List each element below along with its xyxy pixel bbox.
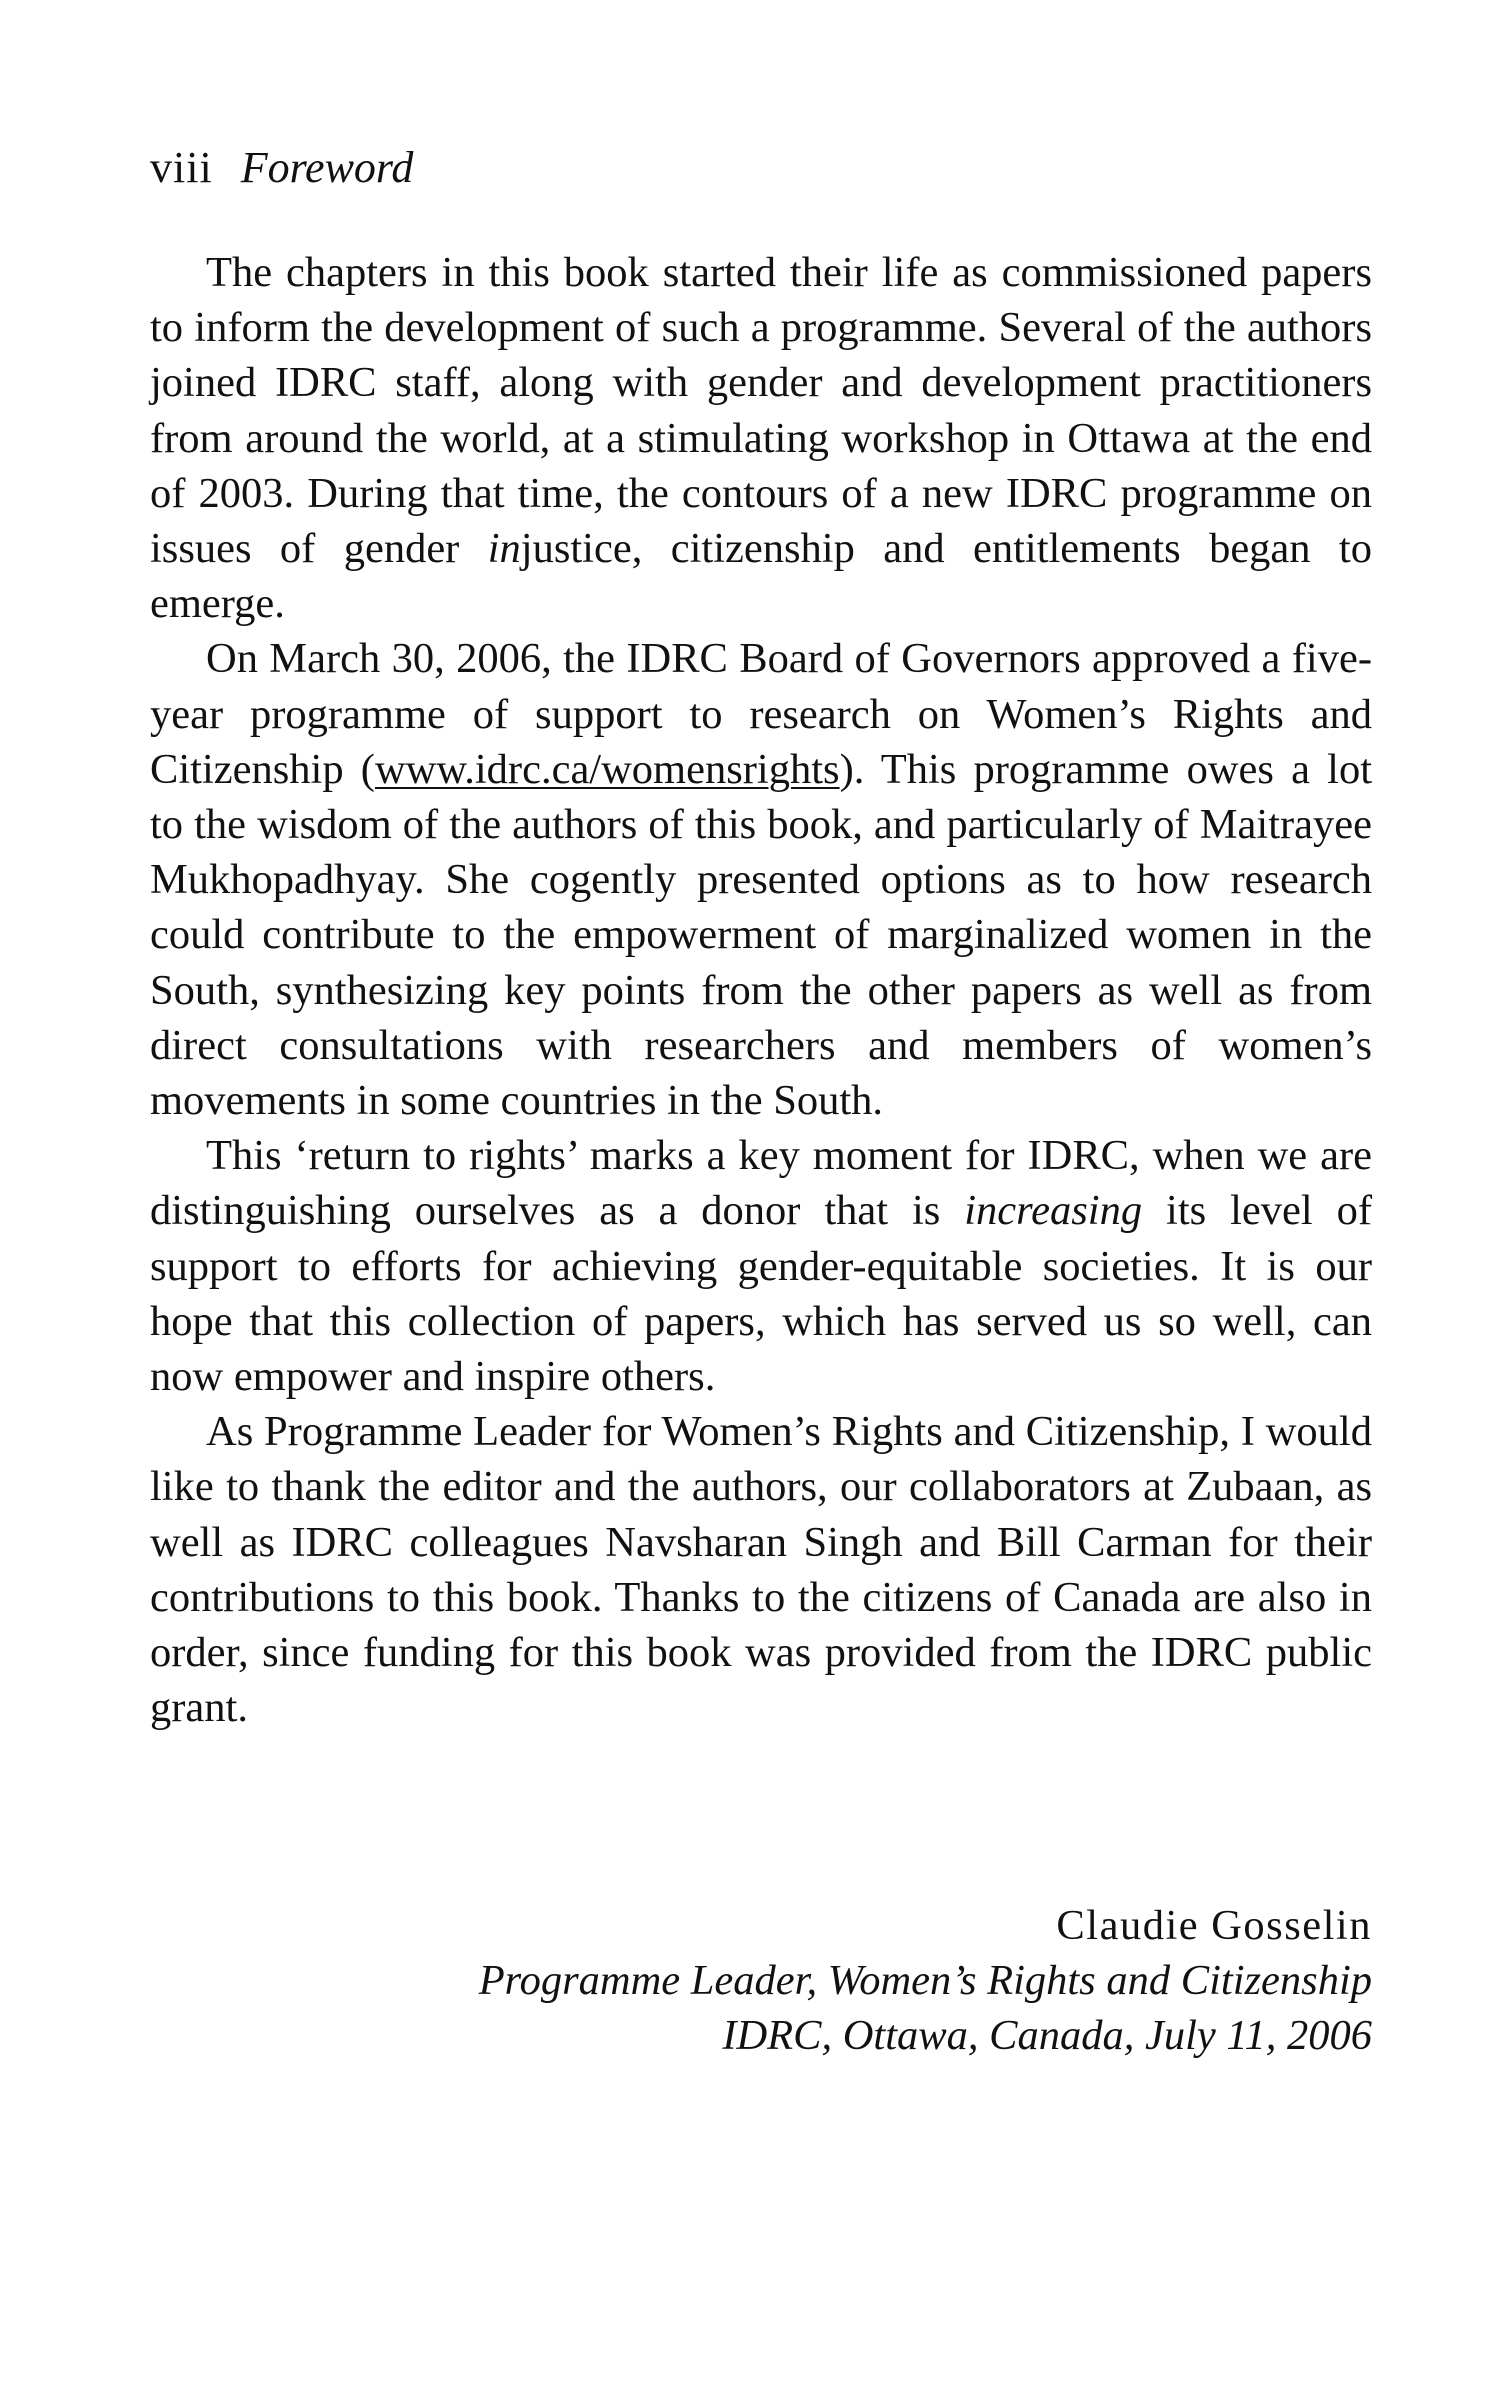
signature-block <box>272 1898 1372 2064</box>
running-head <box>150 140 413 196</box>
paragraph-2 <box>150 631 1372 1128</box>
signatory-name: Claudie Gosselin <box>1056 1902 1372 1949</box>
paragraph-1-text: The chapters in this book started their life as commissioned papers to inform the development of such a programme. Several of the authors joined IDRC staff, along with gender and development practitioners from around the world, at a stimulating workshop in Ottawa at the end of 2003. During that time, the contours of a new IDRC programme on issues of gender <box>150 249 1372 573</box>
foreword-body <box>150 245 1372 1735</box>
paragraph-1-text-after: justice, citizenship and entitlements began to emerge. <box>150 525 1372 628</box>
paragraph-3 <box>150 1128 1372 1404</box>
section-title: Foreword <box>240 143 414 192</box>
paragraph-2-text: On March 30, 2006, the IDRC Board of Governors approved a five-year programme of support to research on Women’s Rights and Citizenship ( <box>150 635 1372 793</box>
paragraph-2-text-after: ). This programme owes a lot to the wisdom of the authors of this book, and particularly of Maitrayee Mukhopadhyay. She cogently presented options as to how research could contribute to the empowerment of marginalized women in the South, synthesizing key points from the other papers as well as from direct consultations with researchers and members of women’s movements in some countries in the South. <box>150 745 1373 1125</box>
paragraph-3-emphasis: increasing <box>964 1187 1143 1235</box>
paragraph-1 <box>150 245 1372 631</box>
paragraph-3-text-after: its level of support to efforts for achieving gender-equitable societies. It is our hope that this collection of papers, which has served us so well, can now empower and inspire others. <box>150 1187 1372 1401</box>
signatory-role: Programme Leader, Women’s Rights and Citizenship <box>478 1957 1372 2005</box>
womensrights-url-link[interactable]: www.idrc.ca/womensrights <box>374 745 840 793</box>
signatory-place-date: IDRC, Ottawa, Canada, July 11, 2006 <box>722 2012 1372 2060</box>
page-number: viii <box>150 143 213 192</box>
paragraph-1-emphasis: in <box>487 525 521 573</box>
paragraph-4-text: As Programme Leader for Women’s Rights and Citizenship, I would like to thank the editor and the authors, our collaborators at Zubaan, as well as IDRC colleagues Navsharan Singh and Bill Carman for their contributions to this book. Thanks to the citizens of Canada are also in order, since funding for this book was provided from the IDRC public grant. <box>150 1408 1372 1732</box>
paragraph-4 <box>150 1404 1372 1735</box>
paragraph-3-text: This ‘return to rights’ marks a key moment for IDRC, when we are distinguishing ourselves as a donor that is <box>150 1132 1372 1235</box>
